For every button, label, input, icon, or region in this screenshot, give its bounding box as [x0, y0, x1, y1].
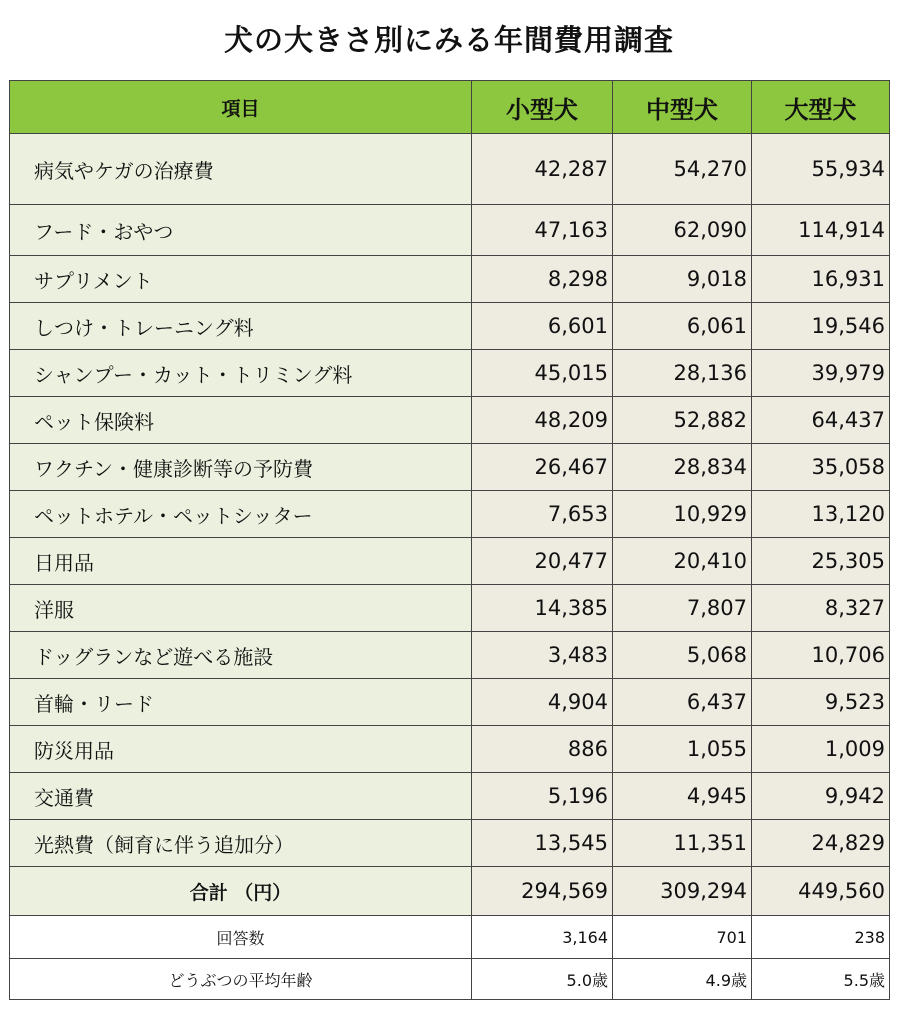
- row-large-value: 25,305: [752, 538, 890, 585]
- row-small-value: 13,545: [472, 820, 613, 867]
- avg-age-row: [10, 959, 890, 1000]
- avg-age-medium-value: 4.9歳: [613, 959, 752, 1000]
- row-large-value: 8,327: [752, 585, 890, 632]
- row-medium-value: 28,834: [613, 444, 752, 491]
- row-large-value: 10,706: [752, 632, 890, 679]
- row-small-value: 14,385: [472, 585, 613, 632]
- row-large-value: 64,437: [752, 397, 890, 444]
- responses-medium-value: 701: [613, 916, 752, 959]
- table-row: [10, 726, 890, 773]
- total-row: [10, 867, 890, 916]
- row-medium-value: 9,018: [613, 256, 752, 303]
- row-large-value: 9,942: [752, 773, 890, 820]
- row-item-label: しつけ・トレーニング料: [10, 303, 472, 350]
- total-small-value: 294,569: [472, 867, 613, 916]
- row-small-value: 8,298: [472, 256, 613, 303]
- row-large-value: 16,931: [752, 256, 890, 303]
- row-medium-value: 11,351: [613, 820, 752, 867]
- row-large-value: 114,914: [752, 205, 890, 256]
- table-row: [10, 444, 890, 491]
- avg-age-large-value: 5.5歳: [752, 959, 890, 1000]
- row-item-label: 交通費: [10, 773, 472, 820]
- header-row: [10, 81, 890, 134]
- row-small-value: 5,196: [472, 773, 613, 820]
- header-item: 項目: [10, 81, 472, 134]
- table-row: [10, 134, 890, 205]
- row-small-value: 42,287: [472, 134, 613, 205]
- row-item-label: 病気やケガの治療費: [10, 134, 472, 205]
- row-small-value: 45,015: [472, 350, 613, 397]
- table-row: [10, 585, 890, 632]
- row-medium-value: 6,061: [613, 303, 752, 350]
- table-row: [10, 205, 890, 256]
- header-medium-dog: 中型犬: [613, 81, 752, 134]
- table-row: [10, 256, 890, 303]
- row-small-value: 6,601: [472, 303, 613, 350]
- table-row: [10, 820, 890, 867]
- row-large-value: 35,058: [752, 444, 890, 491]
- row-medium-value: 6,437: [613, 679, 752, 726]
- row-item-label: 光熱費（飼育に伴う追加分）: [10, 820, 472, 867]
- row-medium-value: 54,270: [613, 134, 752, 205]
- row-large-value: 19,546: [752, 303, 890, 350]
- row-item-label: サプリメント: [10, 256, 472, 303]
- table-row: [10, 538, 890, 585]
- row-medium-value: 5,068: [613, 632, 752, 679]
- row-small-value: 4,904: [472, 679, 613, 726]
- row-small-value: 886: [472, 726, 613, 773]
- row-small-value: 48,209: [472, 397, 613, 444]
- row-small-value: 20,477: [472, 538, 613, 585]
- row-small-value: 7,653: [472, 491, 613, 538]
- row-large-value: 9,523: [752, 679, 890, 726]
- row-item-label: フード・おやつ: [10, 205, 472, 256]
- row-medium-value: 52,882: [613, 397, 752, 444]
- cost-table: [9, 80, 890, 1000]
- row-small-value: 47,163: [472, 205, 613, 256]
- table-row: [10, 397, 890, 444]
- avg-age-small-value: 5.0歳: [472, 959, 613, 1000]
- row-small-value: 26,467: [472, 444, 613, 491]
- row-large-value: 1,009: [752, 726, 890, 773]
- row-item-label: 首輪・リード: [10, 679, 472, 726]
- row-item-label: ワクチン・健康診断等の予防費: [10, 444, 472, 491]
- page-title: 犬の大きさ別にみる年間費用調査: [223, 23, 674, 57]
- table-row: [10, 632, 890, 679]
- row-medium-value: 4,945: [613, 773, 752, 820]
- row-item-label: ペット保険料: [10, 397, 472, 444]
- row-large-value: 24,829: [752, 820, 890, 867]
- total-medium-value: 309,294: [613, 867, 752, 916]
- row-medium-value: 28,136: [613, 350, 752, 397]
- row-medium-value: 7,807: [613, 585, 752, 632]
- header-small-dog: 小型犬: [472, 81, 613, 134]
- table-row: [10, 679, 890, 726]
- responses-large-value: 238: [752, 916, 890, 959]
- row-medium-value: 1,055: [613, 726, 752, 773]
- responses-label: 回答数: [10, 916, 472, 959]
- row-medium-value: 20,410: [613, 538, 752, 585]
- table-row: [10, 773, 890, 820]
- row-large-value: 39,979: [752, 350, 890, 397]
- row-item-label: ペットホテル・ペットシッター: [10, 491, 472, 538]
- row-small-value: 3,483: [472, 632, 613, 679]
- table-row: [10, 350, 890, 397]
- row-item-label: 防災用品: [10, 726, 472, 773]
- row-large-value: 55,934: [752, 134, 890, 205]
- table-row: [10, 303, 890, 350]
- row-item-label: シャンプー・カット・トリミング料: [10, 350, 472, 397]
- header-large-dog: 大型犬: [752, 81, 890, 134]
- total-label: 合計 （円）: [10, 867, 472, 916]
- row-large-value: 13,120: [752, 491, 890, 538]
- responses-small-value: 3,164: [472, 916, 613, 959]
- row-item-label: 日用品: [10, 538, 472, 585]
- row-medium-value: 10,929: [613, 491, 752, 538]
- avg-age-label: どうぶつの平均年齢: [10, 959, 472, 1000]
- responses-row: [10, 916, 890, 959]
- row-item-label: 洋服: [10, 585, 472, 632]
- row-medium-value: 62,090: [613, 205, 752, 256]
- table-row: [10, 491, 890, 538]
- total-large-value: 449,560: [752, 867, 890, 916]
- row-item-label: ドッグランなど遊べる施設: [10, 632, 472, 679]
